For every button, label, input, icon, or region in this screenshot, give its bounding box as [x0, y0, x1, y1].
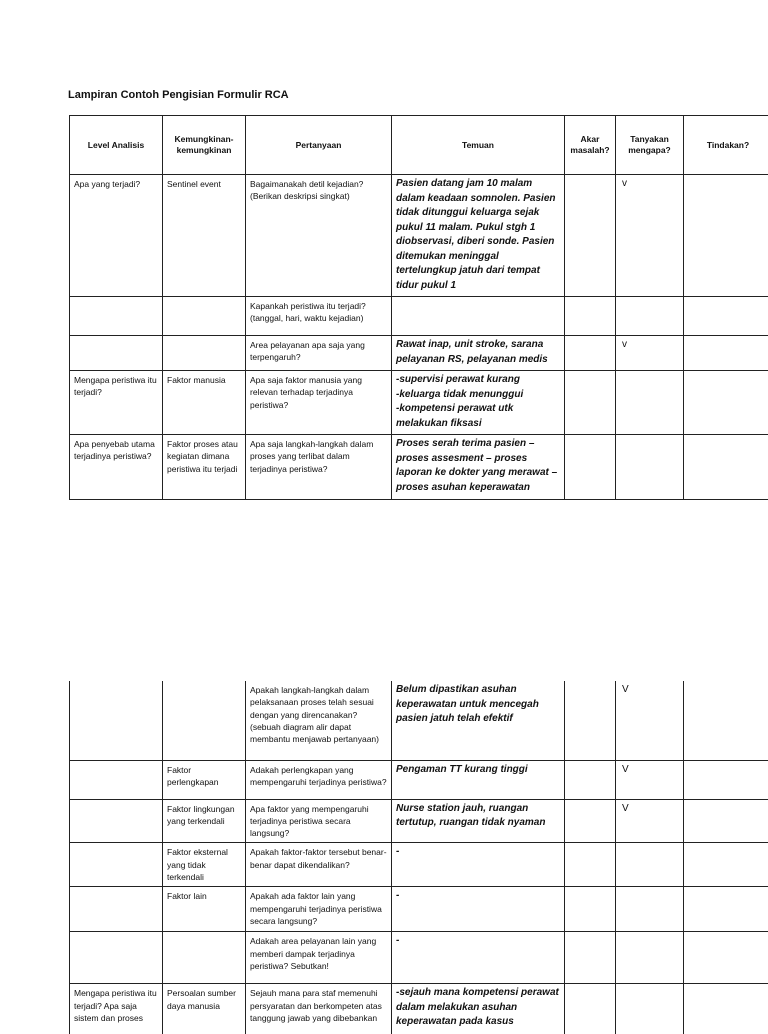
cell-tanyakan — [616, 887, 684, 932]
cell-tindakan — [684, 887, 768, 932]
cell-temuan: Proses serah terima pasien – proses assesment – proses laporan ke dokter yang merawat – proses asuhan keperawatan — [392, 435, 565, 500]
table-row — [70, 984, 768, 1034]
table-header-row — [70, 116, 768, 175]
cell-akar — [565, 681, 616, 760]
cell-tindakan — [684, 435, 768, 500]
cell-pertanyaan: Kapankah peristiwa itu terjadi? (tanggal, hari, waktu kejadian) — [246, 297, 392, 336]
table-row — [70, 435, 768, 500]
cell-akar — [565, 297, 616, 336]
cell-tindakan — [684, 336, 768, 371]
header-tanyakan-mengapa: Tanyakan mengapa? — [616, 116, 684, 175]
cell-tindakan — [684, 681, 768, 760]
cell-akar — [565, 175, 616, 297]
cell-kemungkinan — [163, 681, 246, 760]
table-row — [70, 932, 768, 984]
cell-akar — [565, 984, 616, 1034]
header-pertanyaan: Pertanyaan — [246, 116, 392, 175]
cell-tanyakan: V — [616, 760, 684, 799]
cell-kemungkinan: Faktor proses atau kegiatan dimana peristiwa itu terjadi — [163, 435, 246, 500]
table-row — [70, 843, 768, 887]
cell-temuan — [392, 297, 565, 336]
cell-level: Apa yang terjadi? — [70, 175, 163, 297]
cell-kemungkinan: Sentinel event — [163, 175, 246, 297]
cell-tanyakan: v — [616, 175, 684, 297]
cell-level — [70, 932, 163, 984]
cell-tindakan — [684, 371, 768, 435]
cell-tindakan — [684, 760, 768, 799]
cell-tanyakan — [616, 297, 684, 336]
cell-pertanyaan: Apakah faktor-faktor tersebut benar-benar dapat dikendalikan? — [246, 843, 392, 887]
cell-kemungkinan: Faktor eksternal yang tidak terkendali — [163, 843, 246, 887]
cell-temuan: Pengaman TT kurang tinggi — [392, 760, 565, 799]
cell-kemungkinan — [163, 297, 246, 336]
table-row — [70, 760, 768, 799]
cell-pertanyaan: Apakah langkah-langkah dalam pelaksanaan proses telah sesuai dengan yang direncanakan? (sebuah diagram alir dapat membantu menjawab pertanyaan) — [246, 681, 392, 760]
cell-tanyakan — [616, 843, 684, 887]
cell-temuan: Nurse station jauh, ruangan tertutup, ruangan tidak nyaman — [392, 799, 565, 843]
cell-temuan: - — [392, 932, 565, 984]
cell-tindakan — [684, 843, 768, 887]
table-row — [70, 887, 768, 932]
cell-temuan: - — [392, 843, 565, 887]
cell-kemungkinan — [163, 932, 246, 984]
cell-pertanyaan: Area pelayanan apa saja yang terpengaruh? — [246, 336, 392, 371]
cell-level — [70, 297, 163, 336]
cell-temuan: - — [392, 887, 565, 932]
cell-level: Mengapa peristiwa itu terjadi? — [70, 371, 163, 435]
cell-akar — [565, 435, 616, 500]
table-row — [70, 297, 768, 336]
cell-level: Apa penyebab utama terjadinya peristiwa? — [70, 435, 163, 500]
cell-pertanyaan: Adakah area pelayanan lain yang memberi dampak terjadinya peristiwa? Sebutkan! — [246, 932, 392, 984]
table-row — [70, 175, 768, 297]
cell-kemungkinan — [163, 336, 246, 371]
table-row — [70, 681, 768, 760]
cell-akar — [565, 887, 616, 932]
cell-akar — [565, 336, 616, 371]
cell-akar — [565, 799, 616, 843]
cell-level — [70, 799, 163, 843]
header-kemungkinan: Kemungkinan- kemungkinan — [163, 116, 246, 175]
cell-tindakan — [684, 932, 768, 984]
cell-akar — [565, 843, 616, 887]
cell-level — [70, 681, 163, 760]
cell-level — [70, 760, 163, 799]
cell-pertanyaan: Apa faktor yang mempengaruhi terjadinya peristiwa secara langsung? — [246, 799, 392, 843]
cell-akar — [565, 371, 616, 435]
cell-kemungkinan: Faktor perlengkapan — [163, 760, 246, 799]
cell-kemungkinan: Faktor manusia — [163, 371, 246, 435]
cell-temuan: -sejauh mana kompetensi perawat dalam melakukan asuhan keperawatan pada kasus — [392, 984, 565, 1034]
cell-temuan: Pasien datang jam 10 malam dalam keadaan somnolen. Pasien tidak ditunggui keluarga sejak pukul 11 malam. Pukul stgh 1 diobservasi, diberi sonde. Pasien ditemukan meninggal tertelungkup jatuh dari tempat tidur pukul 1 — [392, 175, 565, 297]
cell-tanyakan: V — [616, 681, 684, 760]
cell-temuan: Belum dipastikan asuhan keperawatan untuk mencegah pasien jatuh telah efektif — [392, 681, 565, 760]
cell-kemungkinan: Faktor lain — [163, 887, 246, 932]
cell-kemungkinan: Persoalan sumber daya manusia — [163, 984, 246, 1034]
table-row — [70, 336, 768, 371]
cell-temuan: -supervisi perawat kurang -keluarga tidak menunggui -kompetensi perawat utk melakukan fiksasi — [392, 371, 565, 435]
page-title: Lampiran Contoh Pengisian Formulir RCA — [68, 89, 289, 101]
cell-level — [70, 843, 163, 887]
cell-tanyakan: V — [616, 799, 684, 843]
cell-tanyakan — [616, 435, 684, 500]
cell-akar — [565, 760, 616, 799]
header-temuan: Temuan — [392, 116, 565, 175]
cell-level — [70, 887, 163, 932]
cell-level: Mengapa peristiwa itu terjadi? Apa saja sistem dan proses — [70, 984, 163, 1034]
cell-tanyakan: v — [616, 336, 684, 371]
cell-temuan: Rawat inap, unit stroke, sarana pelayanan RS, pelayanan medis — [392, 336, 565, 371]
rca-table-continued — [69, 681, 768, 1034]
cell-pertanyaan: Apakah ada faktor lain yang mempengaruhi terjadinya peristiwa secara langsung? — [246, 887, 392, 932]
cell-kemungkinan: Faktor lingkungan yang terkendali — [163, 799, 246, 843]
cell-tanyakan — [616, 932, 684, 984]
cell-pertanyaan: Sejauh mana para staf memenuhi persyaratan dan berkompeten atas tanggung jawab yang dibebankan — [246, 984, 392, 1034]
table-row — [70, 371, 768, 435]
cell-pertanyaan: Bagaimanakah detil kejadian? (Berikan deskripsi singkat) — [246, 175, 392, 297]
cell-tanyakan — [616, 371, 684, 435]
cell-tindakan — [684, 799, 768, 843]
cell-tindakan — [684, 297, 768, 336]
cell-akar — [565, 932, 616, 984]
header-tindakan: Tindakan? — [684, 116, 768, 175]
cell-level — [70, 336, 163, 371]
header-level-analisis: Level Analisis — [70, 116, 163, 175]
cell-pertanyaan: Adakah perlengkapan yang mempengaruhi terjadinya peristiwa? — [246, 760, 392, 799]
cell-pertanyaan: Apa saja faktor manusia yang relevan terhadap terjadinya peristiwa? — [246, 371, 392, 435]
cell-tindakan — [684, 175, 768, 297]
header-akar-masalah: Akar masalah? — [565, 116, 616, 175]
cell-pertanyaan: Apa saja langkah-langkah dalam proses yang terlibat dalam terjadinya peristiwa? — [246, 435, 392, 500]
cell-tindakan — [684, 984, 768, 1034]
cell-tanyakan — [616, 984, 684, 1034]
rca-table-top — [69, 115, 768, 500]
table-row — [70, 799, 768, 843]
